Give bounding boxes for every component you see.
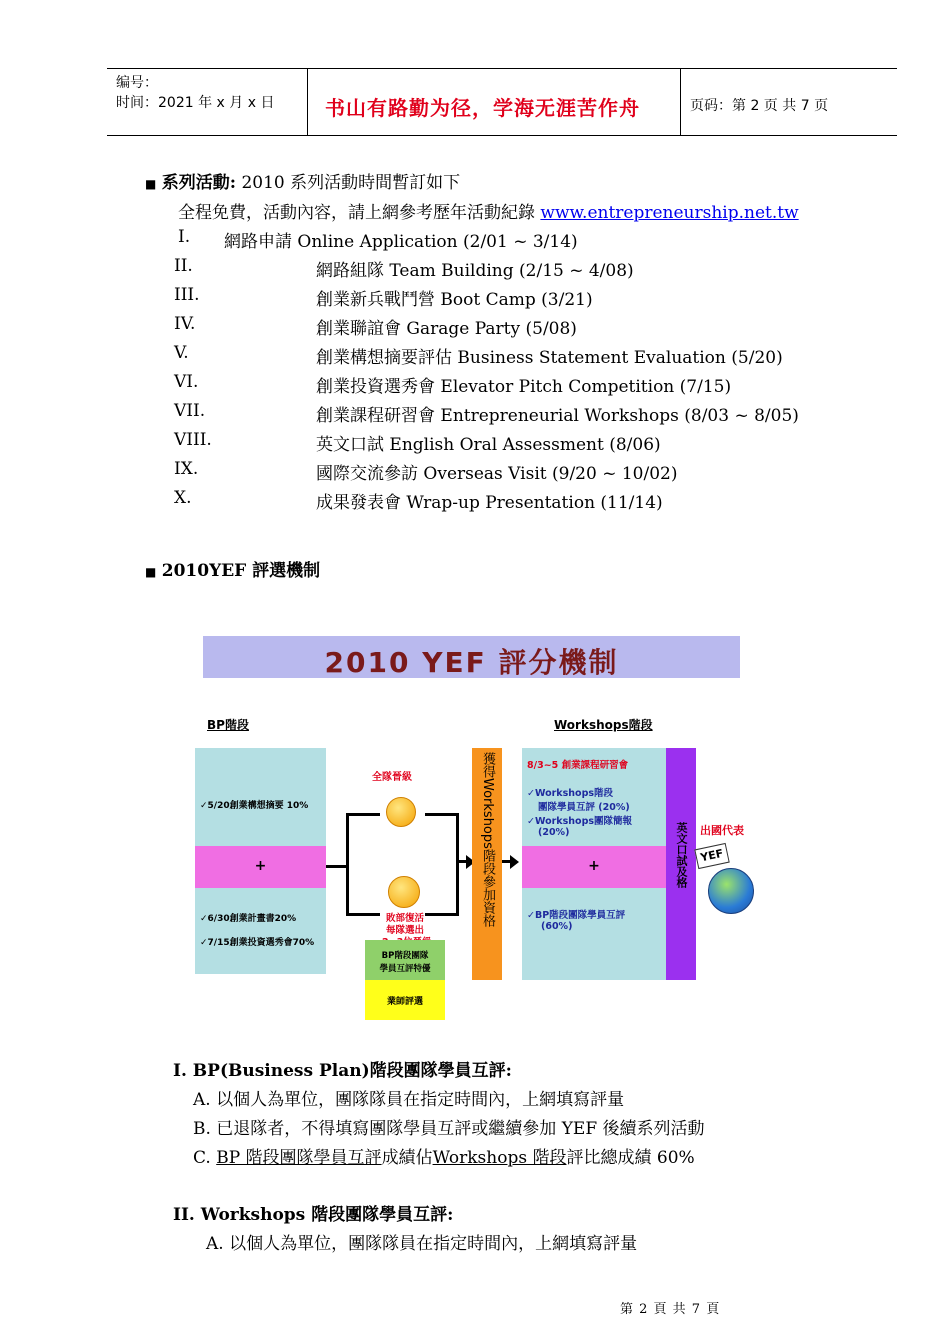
- list-item-number: VIII.: [174, 430, 212, 450]
- section1-item-b: B. 已退隊者，不得填寫團隊學員互評或繼續參加 YEF 後續系列活動: [193, 1119, 705, 1139]
- series-heading: [145, 168, 460, 193]
- list-item-number: IX.: [174, 459, 199, 479]
- list-item: 網路組隊 Team Building (2/15 ~ 4/08): [316, 261, 634, 281]
- ws-item-3b: (60%): [541, 921, 573, 932]
- ws-plus: +: [588, 858, 600, 874]
- bp-excellent-line-1: BP階段團隊: [381, 951, 429, 961]
- section2-title: II. Workshops 階段團隊學員互評:: [173, 1205, 454, 1225]
- ws-item-1b: 團隊學員互評 (20%): [538, 802, 630, 813]
- revival-line-1: 敗部復活: [386, 913, 425, 924]
- header-divider-left: [307, 68, 308, 136]
- section2-item-a: A. 以個人為單位，團隊隊員在指定時間內，上網填寫評量: [206, 1234, 638, 1254]
- workshops-stage-label: Workshops階段: [554, 718, 653, 732]
- series-note: [178, 198, 799, 223]
- revival-line-2: 每隊選出: [386, 925, 425, 936]
- list-item: 創業投資選秀會 Elevator Pitch Competition (7/15): [316, 377, 732, 397]
- ws-lower-box: [522, 888, 666, 980]
- connector-arrow: [326, 865, 348, 868]
- list-item: 英文口試 English Oral Assessment (8/06): [316, 435, 661, 455]
- series-note-text: 全程免費，活動內容，請上網參考歷年活動紀錄: [178, 203, 535, 223]
- ws-item-1a: ✓Workshops階段: [527, 788, 614, 799]
- list-item: 創業聯誼會 Garage Party (5/08): [316, 319, 577, 339]
- bp-item-1: ✓5/20創業構想摘要 10%: [200, 801, 309, 811]
- bp-excellent-line-2: 學員互評特優: [379, 964, 431, 974]
- series-title: 系列活動:: [161, 173, 237, 193]
- section1-item-a: A. 以個人為單位，團隊隊員在指定時間內，上網填寫評量: [193, 1090, 625, 1110]
- oral-label: 英文口試及格: [675, 822, 688, 888]
- list-item: 創業新兵戰鬥營 Boot Camp (3/21): [316, 290, 593, 310]
- globe-mascot-icon: [708, 868, 754, 914]
- header-divider-right: [680, 68, 681, 136]
- evaluation-title: 2010YEF 評選機制: [161, 561, 321, 581]
- header-number-label: 编号：: [116, 75, 158, 91]
- bullet: ■: [145, 177, 157, 191]
- connector-bracket: [425, 813, 459, 816]
- thumbs-up-smiley-icon: [388, 876, 420, 908]
- page-footer: 第 2 頁 共 7 頁: [620, 1302, 721, 1317]
- list-item: 創業構想摘要評估 Business Statement Evaluation (5/20): [316, 348, 783, 368]
- header-page-info: 页码：第 2 页 共 7 页: [690, 98, 829, 114]
- arrow-head: [510, 855, 519, 869]
- connector-bracket: [456, 813, 459, 916]
- ws-title: 8/3~5 創業課程研習會: [527, 760, 629, 771]
- ws-item-2a: ✓Workshops團隊簡報: [527, 816, 633, 827]
- list-item-number: V.: [174, 343, 189, 363]
- connector-bracket: [425, 913, 459, 916]
- diagram-title: 2010 YEF 評分機制: [324, 646, 619, 679]
- section1-title: I. BP(Business Plan)階段團隊學員互評:: [173, 1061, 512, 1081]
- connector-bracket: [346, 813, 380, 816]
- ws-item-3a: ✓BP階段團隊學員互評: [527, 910, 626, 921]
- mentor-label: 業師評選: [386, 997, 423, 1007]
- yef-sign: YEF: [694, 843, 729, 869]
- evaluation-heading: [145, 556, 320, 581]
- connector-bracket: [346, 813, 349, 916]
- represent-label: 出國代表: [700, 824, 744, 837]
- series-intro: 2010 系列活動時間暫訂如下: [241, 173, 461, 193]
- bp-item-2: ✓6/30創業計畫書20%: [200, 914, 297, 924]
- header-bottom-border: [107, 135, 897, 136]
- activity-record-link[interactable]: www.entrepreneurship.net.tw: [540, 203, 799, 223]
- list-item-number: IV.: [174, 314, 196, 334]
- list-item-number: I.: [178, 227, 191, 247]
- list-item-number: VII.: [174, 401, 206, 421]
- list-item-number: II.: [174, 256, 193, 276]
- section1-c-prefix: C.: [193, 1148, 217, 1168]
- section1-c-mid: 成績佔: [381, 1148, 433, 1168]
- list-item: 成果發表會 Wrap-up Presentation (11/14): [316, 493, 663, 513]
- bp-upper-box: [195, 748, 326, 846]
- all-team-label: 全隊晉級: [372, 772, 412, 783]
- qualify-label: 獲得Workshops階段參加資格: [480, 752, 495, 927]
- ws-item-2b: (20%): [538, 827, 570, 838]
- connector-bracket: [346, 913, 380, 916]
- smiley-icon: [386, 797, 416, 827]
- header-motto: 书山有路勤为径，学海无涯苦作舟: [325, 96, 640, 120]
- section1-c-underline-1: BP 階段團隊學員互評: [216, 1148, 382, 1168]
- bullet: ■: [145, 565, 157, 579]
- bp-item-3: ✓7/15創業投資選秀會70%: [200, 938, 315, 948]
- bp-lower-box: [195, 888, 326, 974]
- list-item: 國際交流參訪 Overseas Visit (9/20 ~ 10/02): [316, 464, 678, 484]
- list-item-number: X.: [174, 488, 192, 508]
- list-item: 創業課程研習會 Entrepreneurial Workshops (8/03 ~ 8/05): [316, 406, 799, 426]
- list-item-number: VI.: [174, 372, 199, 392]
- section1-c-suffix: 評比總成績 60%: [566, 1148, 695, 1168]
- bp-plus: +: [254, 858, 267, 874]
- list-item-number: III.: [174, 285, 200, 305]
- header-top-border: [107, 68, 897, 69]
- bp-stage-label: BP階段: [207, 718, 249, 732]
- list-item: 網路申請 Online Application (2/01 ~ 3/14): [224, 232, 578, 252]
- header-date-label: 时间：2021 年 x 月 x 日: [116, 95, 275, 111]
- section1-item-c: [193, 1143, 695, 1168]
- section1-c-underline-2: Workshops 階段: [432, 1148, 567, 1168]
